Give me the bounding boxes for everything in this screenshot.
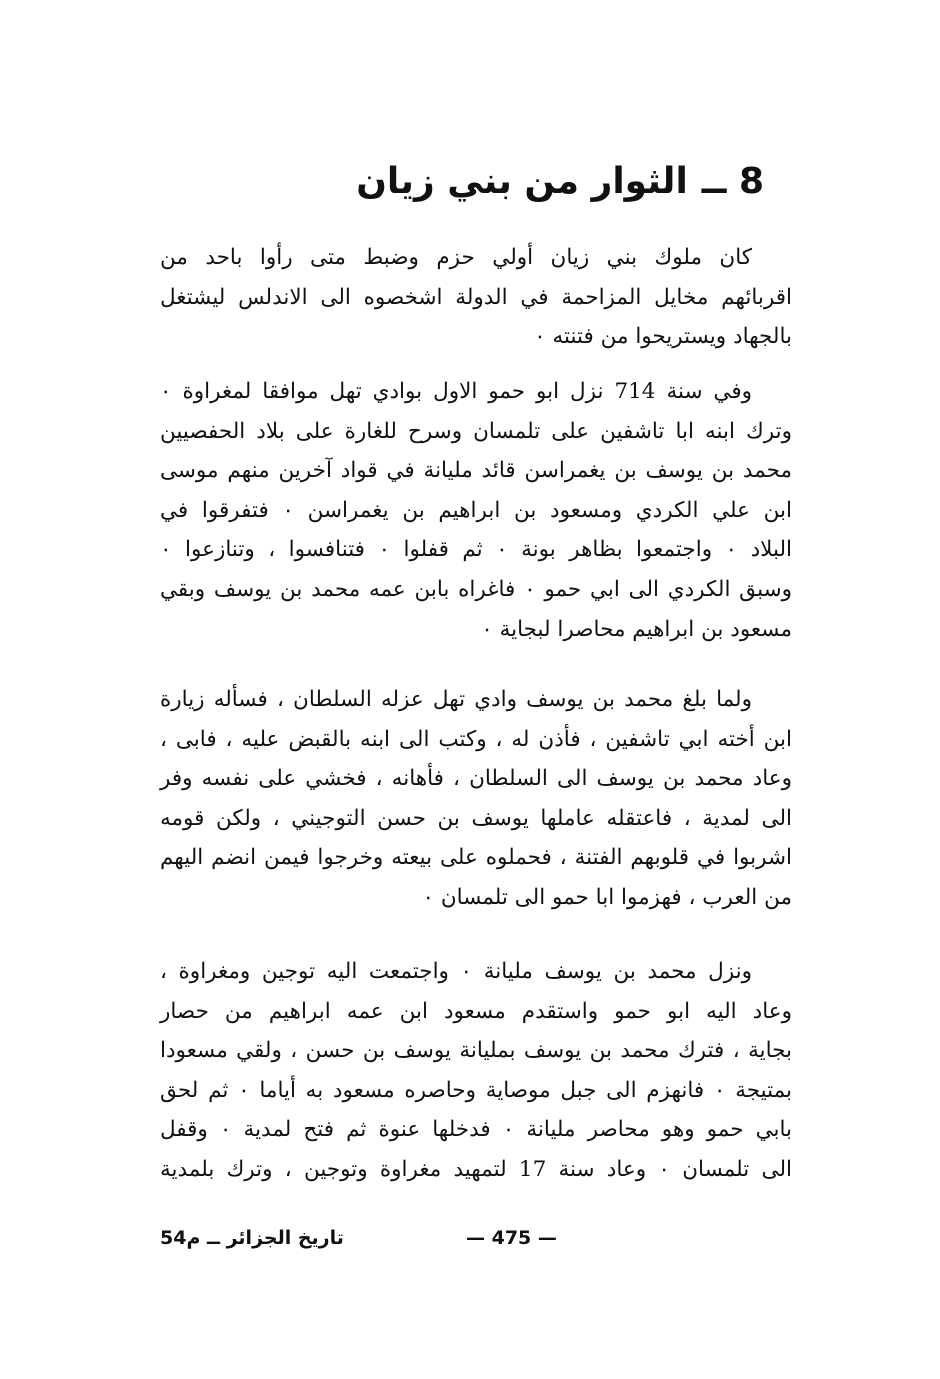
paragraph xyxy=(160,372,792,649)
text-line: بمتيجة ٠ فانهزم الى جبل موصاية وحاصره مسعود به أياما ٠ ثم لحق xyxy=(160,1077,792,1103)
text-line: محمد بن يوسف بن يغمراسن قائد مليانة في قواد آخرين منهم موسى xyxy=(160,458,792,484)
text-line: اقربائهم مخايل المزاحمة في الدولة اشخصوه الى الاندلس ليشتغل xyxy=(160,284,792,310)
text-line: اشربوا في قلوبهم الفتنة ، فحملوه على بيعته وخرجوا فيمن انضم اليهم xyxy=(160,845,792,871)
text-line: بجاية ، فترك محمد بن يوسف بمليانة يوسف بن حسن ، ولقي مسعودا xyxy=(160,1038,792,1064)
page-footer xyxy=(160,1218,792,1258)
text-line: بالجهاد ويستريحوا من فتنته ٠ xyxy=(534,324,792,350)
text-line: مسعود بن ابراهيم محاصرا لبجاية ٠ xyxy=(481,616,792,642)
text-line: الى تلمسان ٠ وعاد سنة 17 لتمهيد مغراوة وتوجين ، وترك بلمدية xyxy=(160,1156,792,1182)
chapter-number: 8 ــ xyxy=(701,161,764,202)
paragraph xyxy=(160,680,792,918)
text-line: وترك ابنه ابا تاشفين على تلمسان وسرح للغارة على بلاد الحفصيين xyxy=(160,418,792,444)
text-line: وعاد اليه ابو حمو واستقدم مسعود ابن عمه ابراهيم من حصار xyxy=(160,998,792,1024)
text-line: ابن علي الكردي ومسعود بن ابراهيم بن يغمراسن ٠ فتفرقوا في xyxy=(160,497,792,523)
text-line: وعاد محمد بن يوسف الى السلطان ، فأهانه ، فخشي على نفسه وفر xyxy=(160,766,792,792)
text-line: كان ملوك بني زيان أولي حزم وضبط متى رأوا باحد من xyxy=(160,245,752,270)
paragraph xyxy=(160,238,792,357)
page-number: — 475 — xyxy=(466,1227,557,1249)
chapter-title: الثوار من بني زيان xyxy=(356,161,688,202)
text-line: بابي حمو وهو محاصر مليانة ٠ فدخلها عنوة ثم فتح لمدية ٠ وقفل xyxy=(160,1117,793,1143)
text-line: الى لمدية ، فاعتقله عاملها يوسف بن حسن التوجيني ، ولكن قومه xyxy=(160,805,792,831)
text-line: ابن أخته ابي تاشفين ، فأذن له ، وكتب الى ابنه بالقبض عليه ، فابى ، xyxy=(160,726,792,752)
text-line: ولما بلغ محمد بن يوسف وادي تهل عزله السلطان ، فسأله زيارة xyxy=(160,687,752,712)
text-line: البلاد ٠ واجتمعوا بظاهر بونة ٠ ثم قفلوا ٠ فتنافسوا ، وتنازعوا ٠ xyxy=(160,537,792,563)
book-reference: تاريخ الجزائر ــ م54 xyxy=(160,1227,344,1249)
text-line: ونزل محمد بن يوسف مليانة ٠ واجتمعت اليه توجين ومغراوة ، xyxy=(160,959,752,984)
chapter-heading xyxy=(160,150,764,214)
text-line: من العرب ، فهزموا ابا حمو الى تلمسان ٠ xyxy=(422,884,792,910)
text-line: وسبق الكردي الى ابي حمو ٠ فاغراه بابن عمه محمد بن يوسف وبقي xyxy=(160,576,792,602)
paragraph xyxy=(160,952,792,1190)
text-line: وفي سنة 714 نزل ابو حمو الاول بوادي تهل موافقا لمغراوة ٠ xyxy=(160,379,752,404)
